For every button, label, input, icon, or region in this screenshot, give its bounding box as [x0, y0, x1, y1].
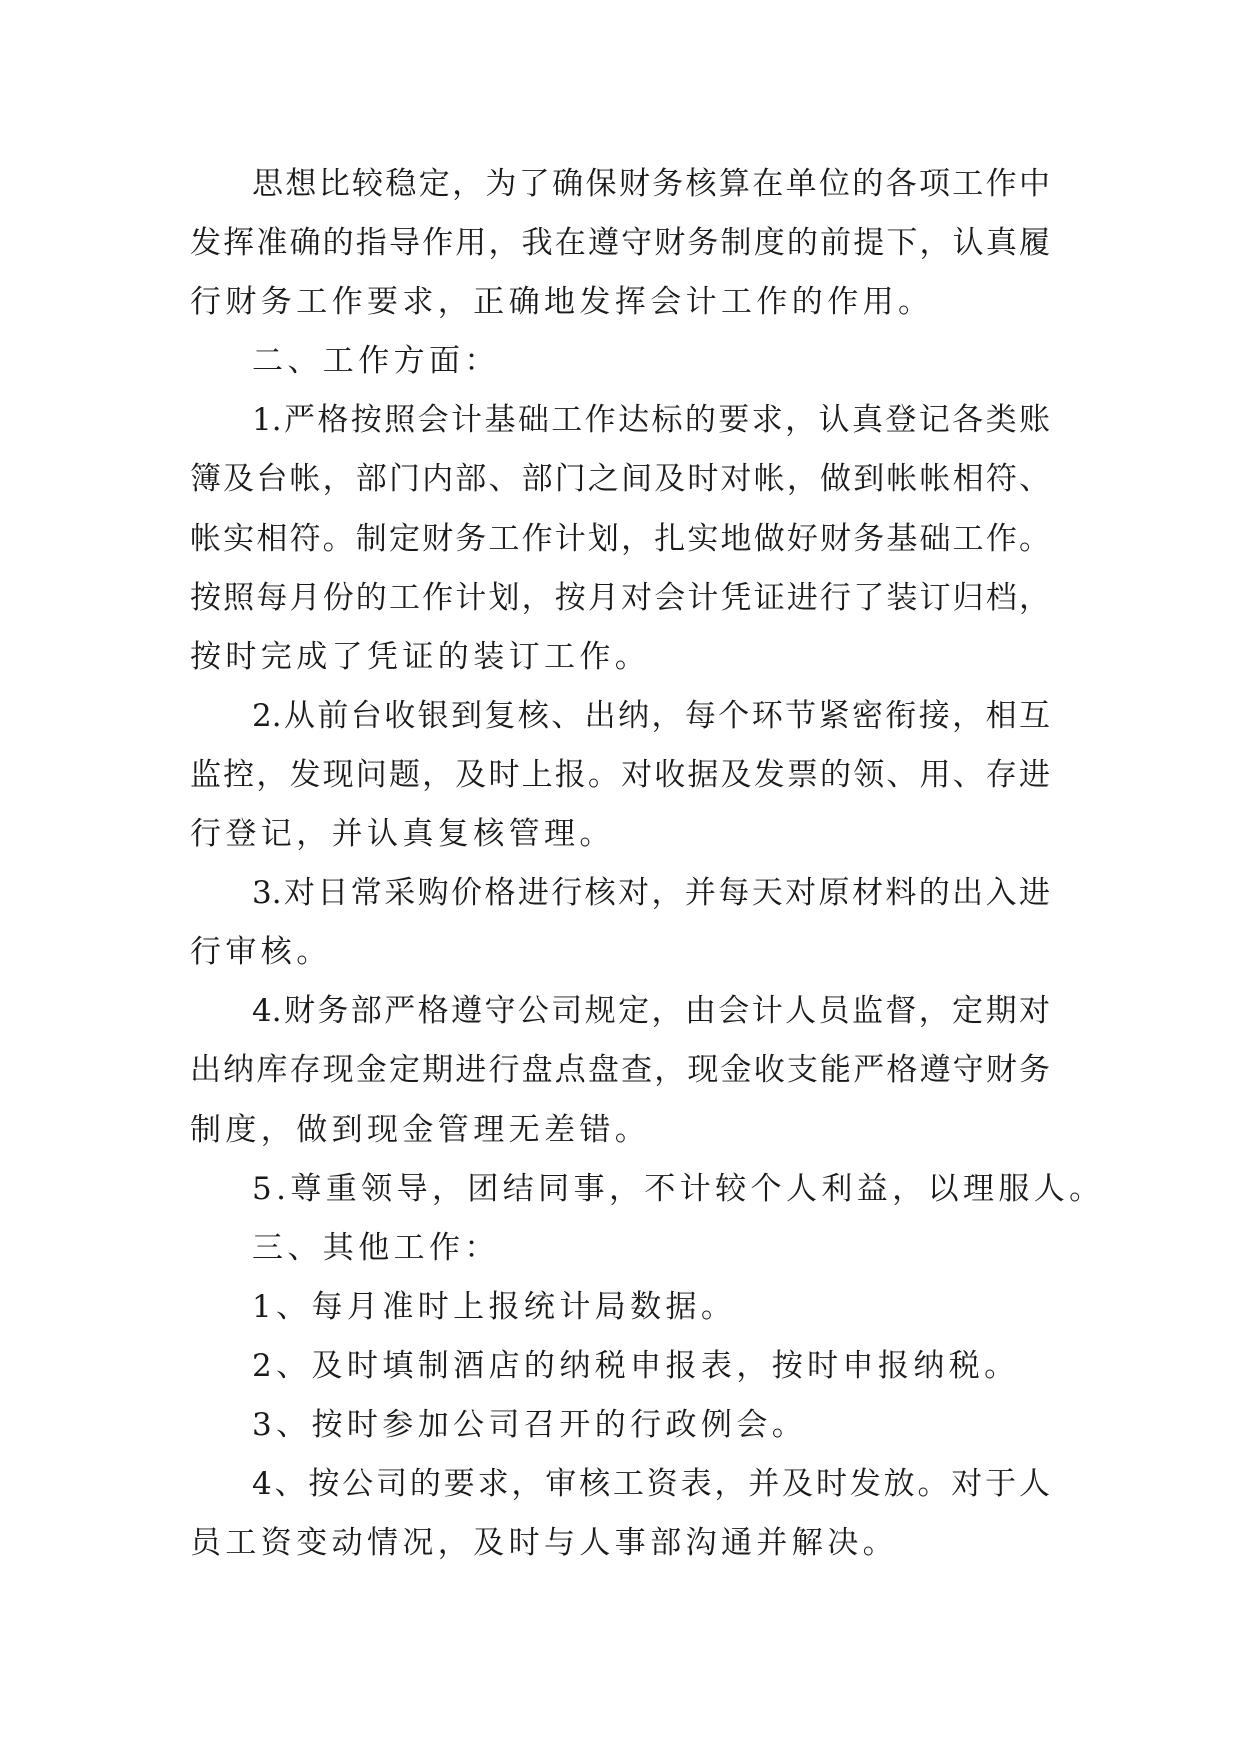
section-heading: 二、工作方面： [252, 343, 500, 380]
document-body [190, 155, 1105, 1573]
text-line: 4、按公司的要求，审核工资表，并及时发放。对于人 [252, 1466, 1050, 1503]
text-line: 1、每月准时上报统计局数据。 [252, 1288, 737, 1325]
text-line: 行登记，并认真复核管理。 [190, 816, 615, 853]
text-line: 发挥准确的指导作用，我在遵守财务制度的前提下，认真履 [190, 225, 1050, 262]
text-line: 员工资变动情况，及时与人事部沟通并解决。 [190, 1525, 898, 1562]
text-line: 监控，发现问题，及时上报。对收据及发票的领、用、存进 [190, 756, 1050, 793]
text-line: 5.尊重领导，团结同事，不计较个人利益，以理服人。 [252, 1170, 1105, 1207]
text-line: 簿及台帐，部门内部、部门之间及时对帐，做到帐帐相符、 [190, 461, 1050, 498]
text-line: 制度，做到现金管理无差错。 [190, 1111, 651, 1148]
text-line: 3.对日常采购价格进行核对，并每天对原材料的出入进 [252, 875, 1050, 912]
text-line: 出纳库存现金定期进行盘点盘查，现金收支能严格遵守财务 [190, 1052, 1050, 1089]
section-heading: 三、其他工作： [252, 1229, 500, 1266]
text-line: 思想比较稳定，为了确保财务核算在单位的各项工作中 [252, 166, 1050, 202]
text-line: 2.从前台收银到复核、出纳，每个环节紧密衔接，相互 [252, 697, 1050, 734]
text-line: 帐实相符。制定财务工作计划，扎实地做好财务基础工作。 [190, 520, 1050, 557]
text-line: 行财务工作要求，正确地发挥会计工作的作用。 [190, 284, 934, 321]
text-line: 按照每月份的工作计划，按月对会计凭证进行了装订归档， [190, 579, 1050, 616]
text-line: 行审核。 [190, 934, 332, 971]
text-line: 按时完成了凭证的装订工作。 [190, 638, 651, 675]
text-line: 2、及时填制酒店的纳税申报表，按时申报纳税。 [252, 1347, 1020, 1384]
text-line: 4.财务部严格遵守公司规定，由会计人员监督，定期对 [252, 993, 1050, 1030]
text-line: 1.严格按照会计基础工作达标的要求，认真登记各类账 [252, 402, 1050, 439]
text-line: 3、按时参加公司召开的行政例会。 [252, 1406, 808, 1443]
